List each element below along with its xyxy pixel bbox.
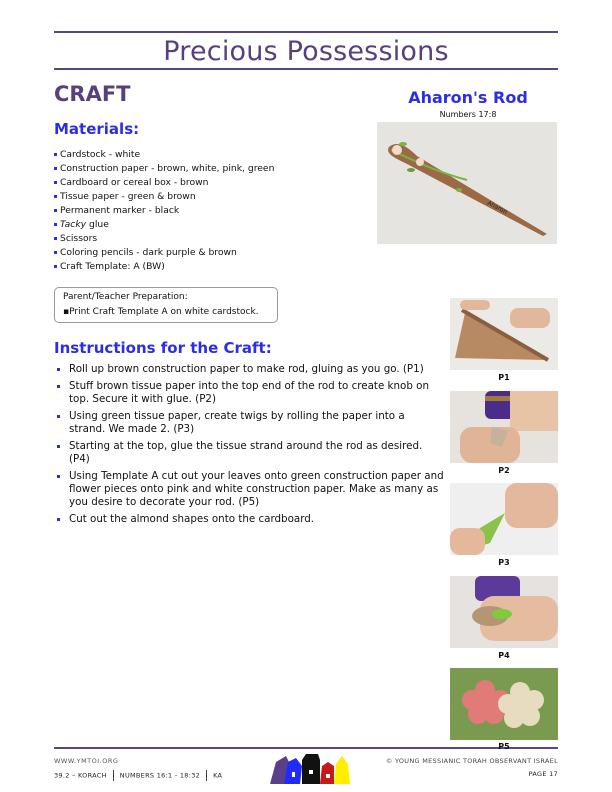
bullet-icon bbox=[57, 385, 60, 388]
bullet-icon bbox=[54, 209, 57, 212]
bullet-icon bbox=[54, 167, 57, 170]
page-number: PAGE 17 bbox=[528, 770, 558, 778]
svg-text:Aharon: Aharon bbox=[486, 199, 509, 216]
bullet-icon bbox=[54, 181, 57, 184]
preparation-item: ▪Print Craft Template A on white cardstock. bbox=[63, 307, 259, 317]
page-title: Precious Possessions bbox=[163, 36, 449, 67]
scripture-reference: Numbers 17:8 bbox=[439, 110, 497, 119]
bullet-icon bbox=[57, 368, 60, 371]
bullet-icon bbox=[54, 195, 57, 198]
instruction-step: Using Template A cut out your leaves onto green construction paper and flower pieces onto pink and white construction paper. Make as many as you desire to decorate your rod. (P5) bbox=[54, 470, 444, 509]
step-photo-p3 bbox=[450, 483, 558, 555]
material-item: Coloring pencils - dark purple & brown bbox=[54, 246, 274, 260]
material-item: Cardboard or cereal box - brown bbox=[54, 176, 274, 190]
bullet-icon bbox=[57, 445, 60, 448]
bullet-icon bbox=[57, 415, 60, 418]
instruction-step: Roll up brown construction paper to make rod, gluing as you go. (P1) bbox=[54, 363, 444, 376]
caption-p5: P5 bbox=[498, 742, 510, 751]
material-item: Tacky glue bbox=[54, 218, 274, 232]
bullet-icon bbox=[54, 223, 57, 226]
title-rule bbox=[54, 68, 558, 70]
preparation-heading: Parent/Teacher Preparation: bbox=[63, 292, 188, 302]
top-rule bbox=[54, 31, 558, 33]
ymtoi-logo-icon bbox=[268, 752, 358, 786]
instruction-step: Starting at the top, glue the tissue strand around the rod as desired. (P4) bbox=[54, 440, 444, 466]
divider bbox=[206, 770, 207, 781]
material-item: Craft Template: A (BW) bbox=[54, 260, 274, 274]
preparation-box bbox=[54, 287, 278, 323]
bullet-icon bbox=[54, 251, 57, 254]
instruction-step: Cut out the almond shapes onto the cardboard. bbox=[54, 513, 444, 526]
material-item: Construction paper - brown, white, pink, green bbox=[54, 162, 274, 176]
bullet-icon bbox=[57, 475, 60, 478]
material-item: Tissue paper - green & brown bbox=[54, 190, 274, 204]
caption-p4: P4 bbox=[498, 651, 510, 660]
section-heading: CRAFT bbox=[54, 82, 131, 106]
material-item: Cardstock - white bbox=[54, 148, 274, 162]
finished-rod-photo bbox=[377, 122, 557, 244]
instructions-heading: Instructions for the Craft: bbox=[54, 339, 272, 357]
footer-lesson-info: 39.2 – KORACH NUMBERS 16:1 - 18:32 KA bbox=[54, 771, 223, 780]
materials-heading: Materials: bbox=[54, 120, 140, 138]
bullet-icon bbox=[54, 265, 57, 268]
bullet-icon bbox=[54, 237, 57, 240]
bullet-icon bbox=[57, 518, 60, 521]
material-item: Permanent marker - black bbox=[54, 204, 274, 218]
caption-p1: P1 bbox=[498, 373, 510, 382]
craft-title: Aharon's Rod bbox=[408, 88, 528, 107]
instruction-step: Stuff brown tissue paper into the top end of the rod to create knob on top. Secure it with glue. (P2) bbox=[54, 380, 444, 406]
divider bbox=[113, 770, 114, 781]
step-photo-p1 bbox=[450, 298, 558, 370]
footer-copyright: © YOUNG MESSIANIC TORAH OBSERVANT ISRAEL bbox=[385, 757, 558, 765]
caption-p3: P3 bbox=[498, 558, 510, 567]
step-photo-p2 bbox=[450, 391, 558, 463]
step-photo-p4 bbox=[450, 576, 558, 648]
footer-website[interactable]: WWW.YMTOI.ORG bbox=[54, 757, 119, 765]
material-item: Scissors bbox=[54, 232, 274, 246]
step-photo-p5 bbox=[450, 668, 558, 740]
instructions-list bbox=[54, 363, 444, 530]
caption-p2: P2 bbox=[498, 466, 510, 475]
instruction-step: Using green tissue paper, create twigs by rolling the paper into a strand. We made 2. (P3) bbox=[54, 410, 444, 436]
bullet-icon bbox=[54, 153, 57, 156]
materials-list bbox=[54, 148, 274, 274]
